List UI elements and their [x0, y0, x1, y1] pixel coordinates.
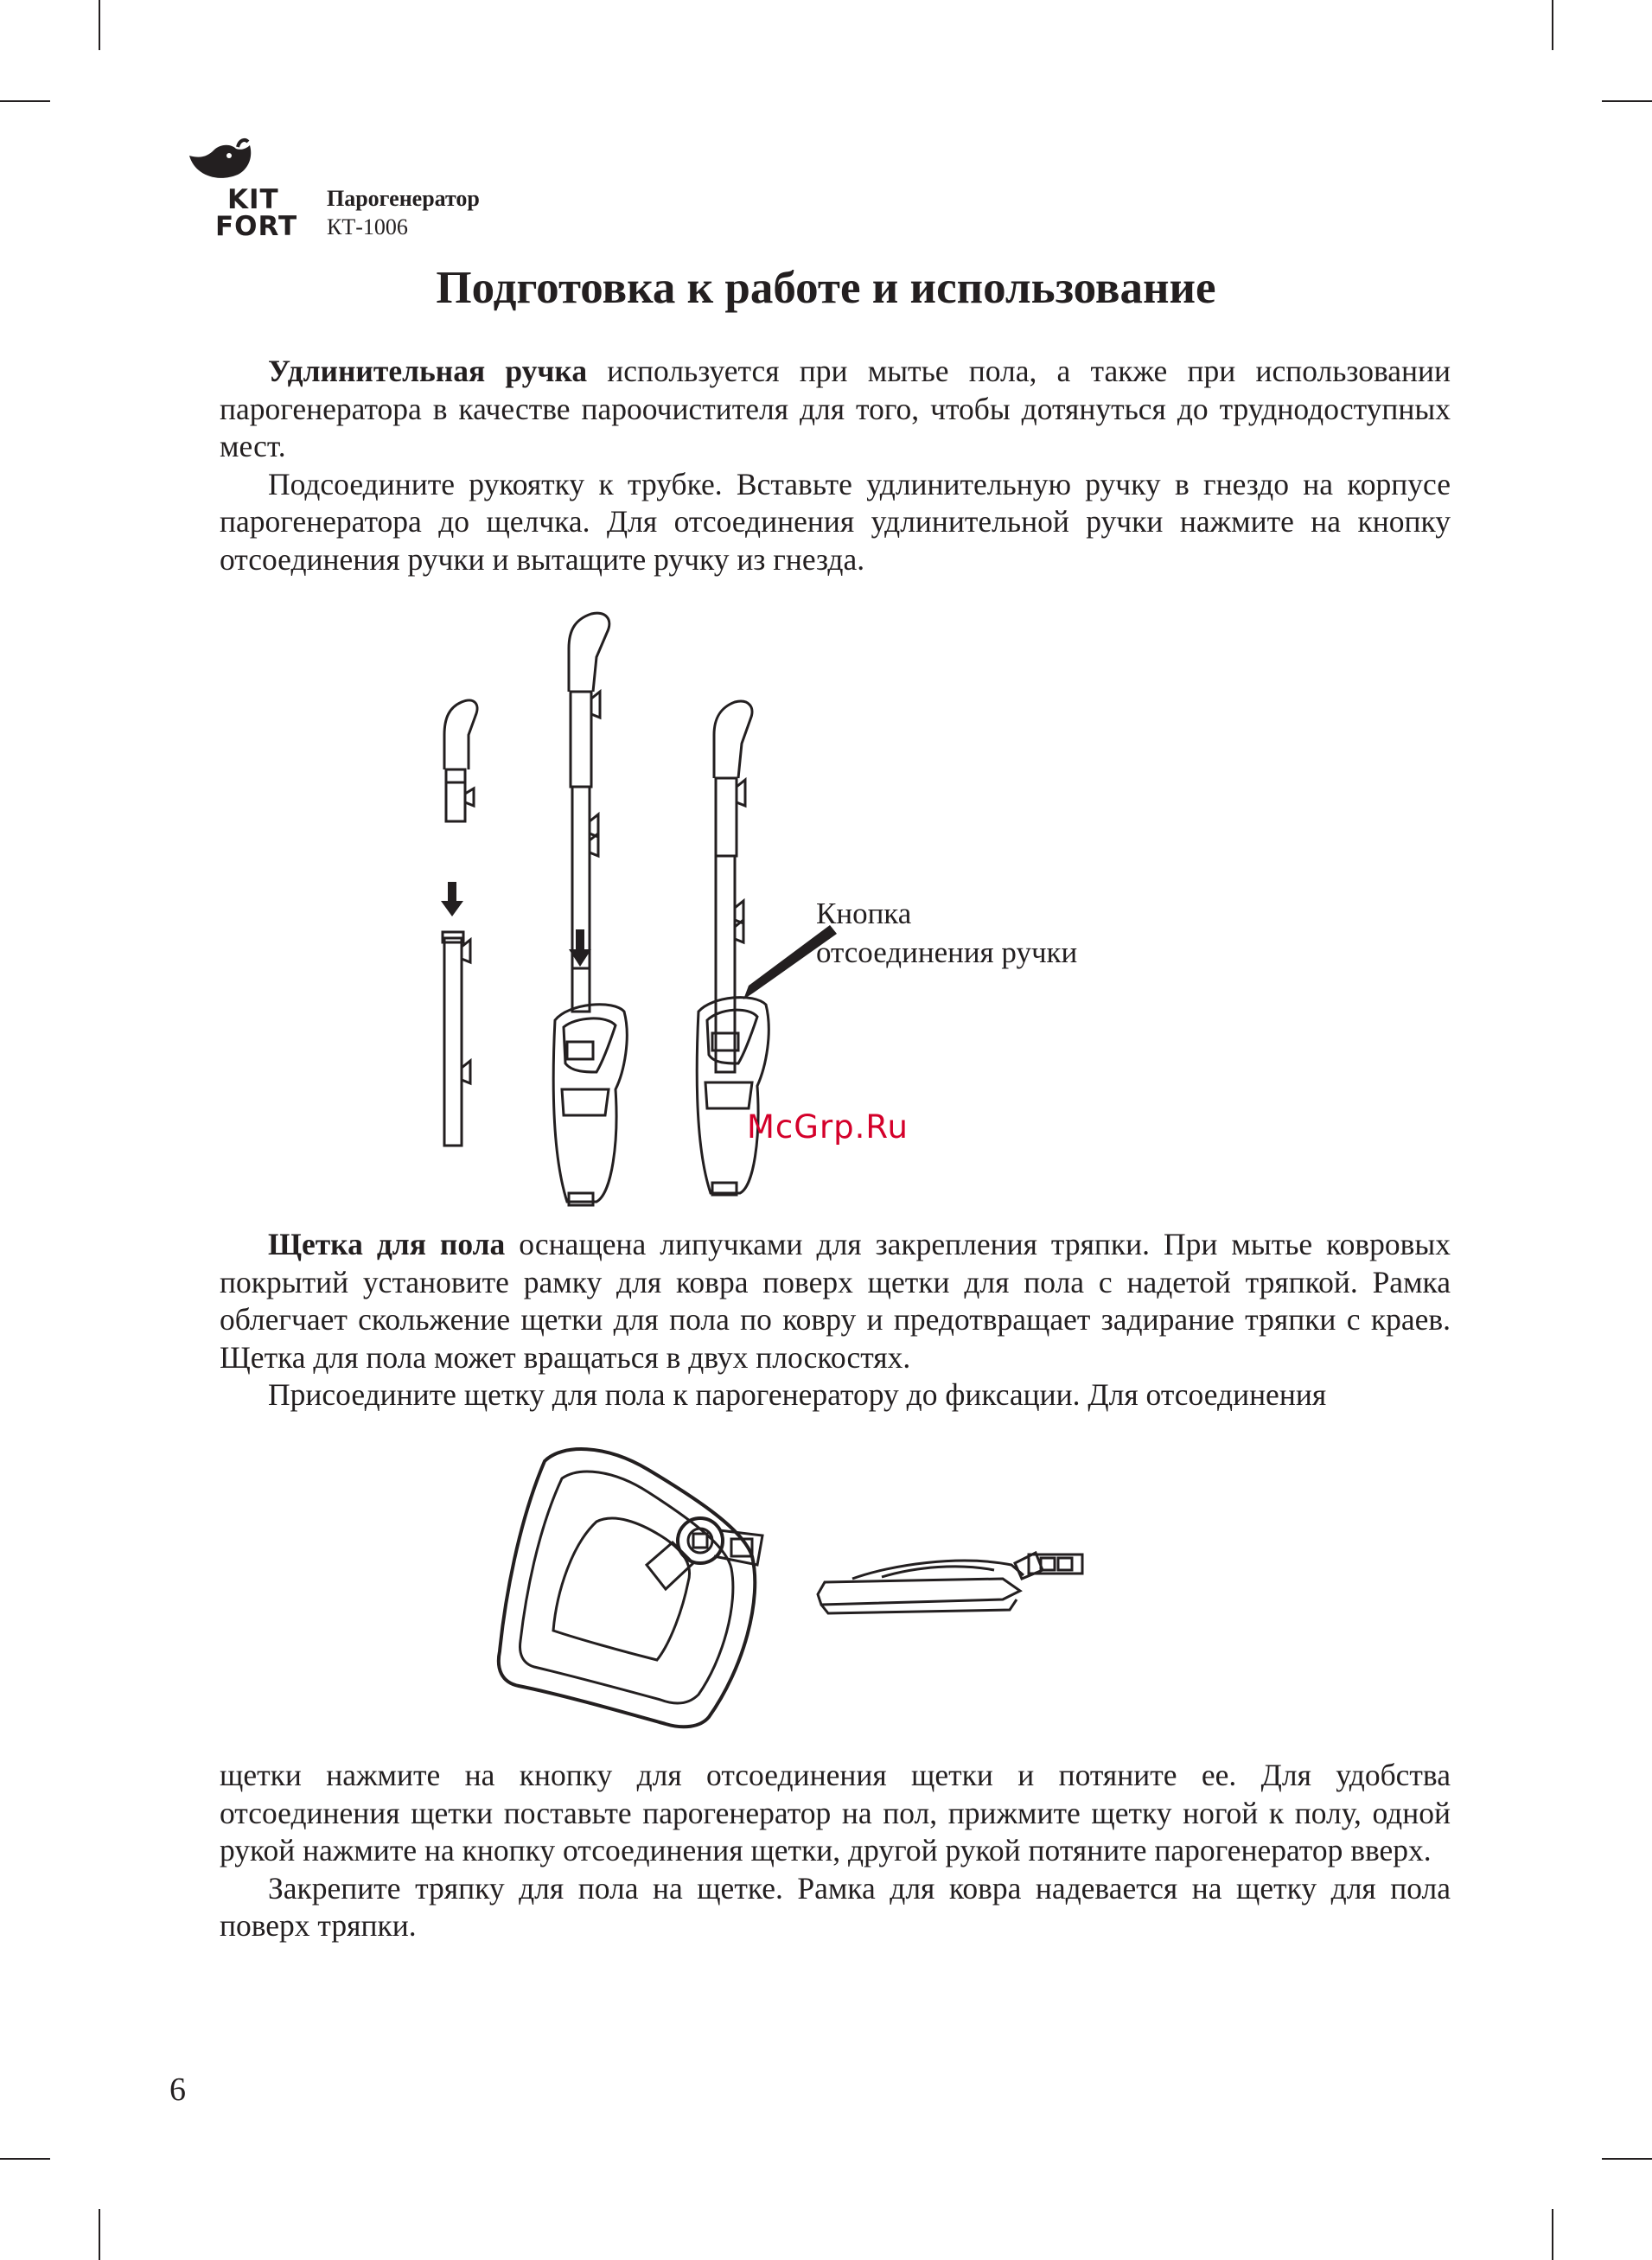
floor-brush-illustration	[493, 1435, 1115, 1746]
text-section-brush	[220, 1226, 1451, 1414]
paragraph: Удлинительная ручка используется при мытье пола, а также при использовании парогенератора в качестве пароочистителя для того, чтобы дотянуться до труднодоступных мест.	[220, 354, 1451, 463]
crop-mark	[1552, 0, 1553, 50]
crop-mark	[99, 0, 100, 50]
watermark: McGrp.Ru	[747, 1108, 909, 1146]
whale-logo-icon	[186, 137, 255, 188]
paragraph: щетки нажмите на кнопку для отсоединения щетки и потяните ее. Для удобства отсоединения щетки поставьте парогенератор на пол, прижмите щетку ногой к полу, одной рукой нажмите на кнопку отсоединения щетки, другой рукой потяните парогенератор вверх.	[220, 1758, 1451, 1867]
page-title: Подготовка к работе и использование	[436, 263, 1216, 313]
crop-mark	[1552, 2209, 1553, 2260]
brand-logo	[215, 184, 298, 242]
term-extension-handle: Удлинительная ручка	[268, 354, 588, 388]
paragraph: Подсоедините рукоятку к трубке. Вставьте удлинительную ручку в гнездо на корпусе парогенератора до щелчка. Для отсоединения удлинительной ручки нажмите на кнопку отсоединения ручки и вытащите ручку из гнезда.	[220, 466, 1451, 577]
header-model: КТ-1006	[327, 214, 408, 239]
crop-mark	[99, 2209, 100, 2260]
callout-release-button: Кнопка отсоединения ручки	[816, 897, 1078, 969]
paragraph: Присоедините щетку для пола к парогенератору до фиксации. Для отсоединения	[268, 1377, 1327, 1412]
crop-mark	[1602, 2158, 1652, 2160]
text-section-handle	[220, 353, 1451, 578]
paragraph: Закрепите тряпку для пола на щетке. Рамка для ковра надевается на щетку для пола поверх тряпки.	[220, 1870, 1451, 1943]
header-product: Парогенератор	[327, 186, 480, 211]
crop-mark	[1602, 100, 1652, 102]
crop-mark	[0, 2158, 50, 2160]
paragraph: Щетка для пола оснащена липучками для закрепления тряпки. При мытье ковровых покрытий установите рамку для ковра поверх щетки для пола с надетой тряпкой. Рамка облегчает скольжение щетки для пола по ковру и предотвращает задирание тряпки с краев. Щетка для пола может вращаться в двух плоскостях.	[220, 1227, 1451, 1375]
text-section-brush-detach	[220, 1757, 1451, 1945]
logo-line1: KIT	[227, 184, 279, 215]
term-floor-brush: Щетка для пола	[268, 1227, 506, 1261]
crop-mark	[0, 100, 50, 102]
page-number: 6	[169, 2072, 186, 2108]
page-header	[186, 137, 532, 249]
logo-line2: FORT	[215, 211, 298, 242]
